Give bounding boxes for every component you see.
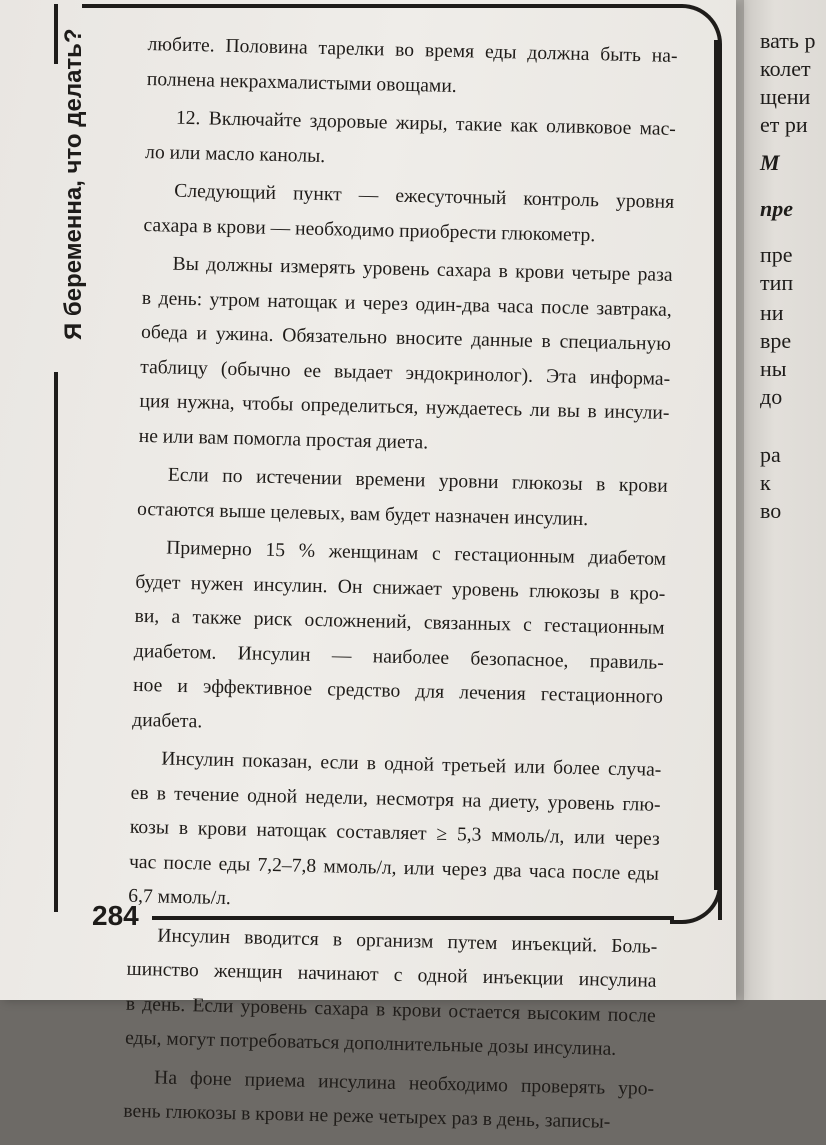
- page-frame-left: [54, 372, 58, 912]
- text-line: будет нужен инсулин. Он снижает уровень глюкозы в кро-: [135, 571, 666, 605]
- text-line: ев в течение одной недели, несмотря на диету, уровень глю-: [130, 782, 661, 816]
- text-line: вень глюкозы в крови не реже четырех раз в день, записы-: [123, 1100, 611, 1133]
- facing-page-fragment: колет: [760, 56, 811, 81]
- text-line: таблицу (обычно ее выдает эндокринолог). Эта информа-: [140, 356, 671, 390]
- text-line: час после еды 7,2–7,8 ммоль/л, или через два часа после еды: [128, 851, 660, 885]
- text-line: козы в крови натощак составляет ≥ 5,3 ммоль/л, или через: [129, 816, 660, 850]
- text-line: обеда и ужина. Обязательно вносите данные в специальную: [140, 321, 672, 355]
- page-frame-left-top: [54, 4, 58, 64]
- text-line: сахара в крови — необходимо приобрести глюкометр.: [143, 214, 596, 246]
- facing-page-fragment: ни: [760, 300, 784, 325]
- text-line: диабета.: [132, 709, 203, 732]
- facing-page-fragment: ны: [760, 356, 787, 381]
- text-line: ция нужна, чтобы определиться, нуждаетесь ли вы в инсули-: [139, 390, 670, 424]
- text-line: диабетом. Инсулин — наиболее безопасное, правиль-: [133, 640, 664, 674]
- text-line: не или вам помогла простая диета.: [138, 425, 429, 453]
- text-line: Примерно 15 % женщинам с гестационным диабетом: [165, 537, 667, 570]
- text-line: Следующий пункт — ежесуточный контроль уровня: [174, 180, 675, 213]
- facing-page-fragment: до: [760, 384, 783, 409]
- paragraph: [128, 742, 662, 926]
- text-line: ное и эффективное средство для лечения гестационного: [132, 674, 664, 708]
- paragraph: [143, 174, 674, 255]
- facing-page: [740, 0, 826, 1000]
- text-line: остаются выше целевых, вам будет назначен инсулин.: [136, 498, 589, 530]
- facing-page-fragment: ет ри: [760, 112, 808, 137]
- facing-page-fragment: пре: [760, 242, 793, 267]
- text-line: Инсулин вводится в организм путем инъекций. Боль-: [157, 924, 658, 958]
- text-line: На фоне приема инсулина необходимо проверять уро-: [153, 1066, 655, 1100]
- paragraph: [137, 458, 668, 539]
- facing-page-fragment: щени: [760, 84, 811, 109]
- text-line: полнена некрахмалистыми овощами.: [146, 68, 457, 97]
- text-line: шинство женщин начинают с одной инъекции инсулина: [126, 958, 657, 992]
- paragraph: [145, 101, 676, 182]
- page-number: 284: [92, 900, 139, 931]
- text-line: Если по истечении времени уровни глюкозы в крови: [167, 464, 668, 497]
- text-line: Инсулин показан, если в одной третьей или более случа-: [161, 748, 662, 781]
- page-frame-right: [714, 40, 718, 890]
- text-line: в день. Если уровень сахара в крови остается высоким после: [125, 993, 656, 1027]
- paragraph: [138, 247, 673, 466]
- paragraph: [123, 1060, 654, 1141]
- facing-page-fragment: вать р: [760, 28, 816, 53]
- running-title: Я беременна, что делать?: [60, 28, 87, 340]
- page-body-text: [123, 28, 678, 1145]
- paragraph: [146, 28, 677, 109]
- facing-page-fragment: тип: [760, 270, 794, 295]
- text-line: в день: утром натощак и через один-два часа после завтрака,: [141, 287, 672, 321]
- facing-page-fragment: к: [760, 470, 771, 495]
- facing-page-fragment: пре: [760, 196, 793, 221]
- text-line: 12. Включайте здоровые жиры, такие как оливковое мас-: [175, 107, 677, 140]
- text-line: ви, а также риск осложнений, связанных с гестационным: [134, 605, 665, 639]
- text-line: 6,7 ммоль/л.: [128, 885, 232, 910]
- facing-page-fragment: во: [760, 498, 782, 523]
- paragraph: [125, 918, 658, 1068]
- text-line: еды, могут потребоваться дополнительные дозы инсулина.: [124, 1027, 617, 1060]
- facing-page-fragment: вре: [760, 328, 792, 353]
- text-line: Вы должны измерять уровень сахара в крови четыре раза: [172, 253, 673, 286]
- facing-page-fragment: ра: [760, 442, 781, 467]
- facing-page-fragment: М: [760, 150, 780, 175]
- text-line: ло или масло канолы.: [144, 141, 326, 167]
- paragraph: [132, 531, 667, 750]
- text-line: любите. Половина тарелки во время еды должна быть на-: [147, 33, 678, 68]
